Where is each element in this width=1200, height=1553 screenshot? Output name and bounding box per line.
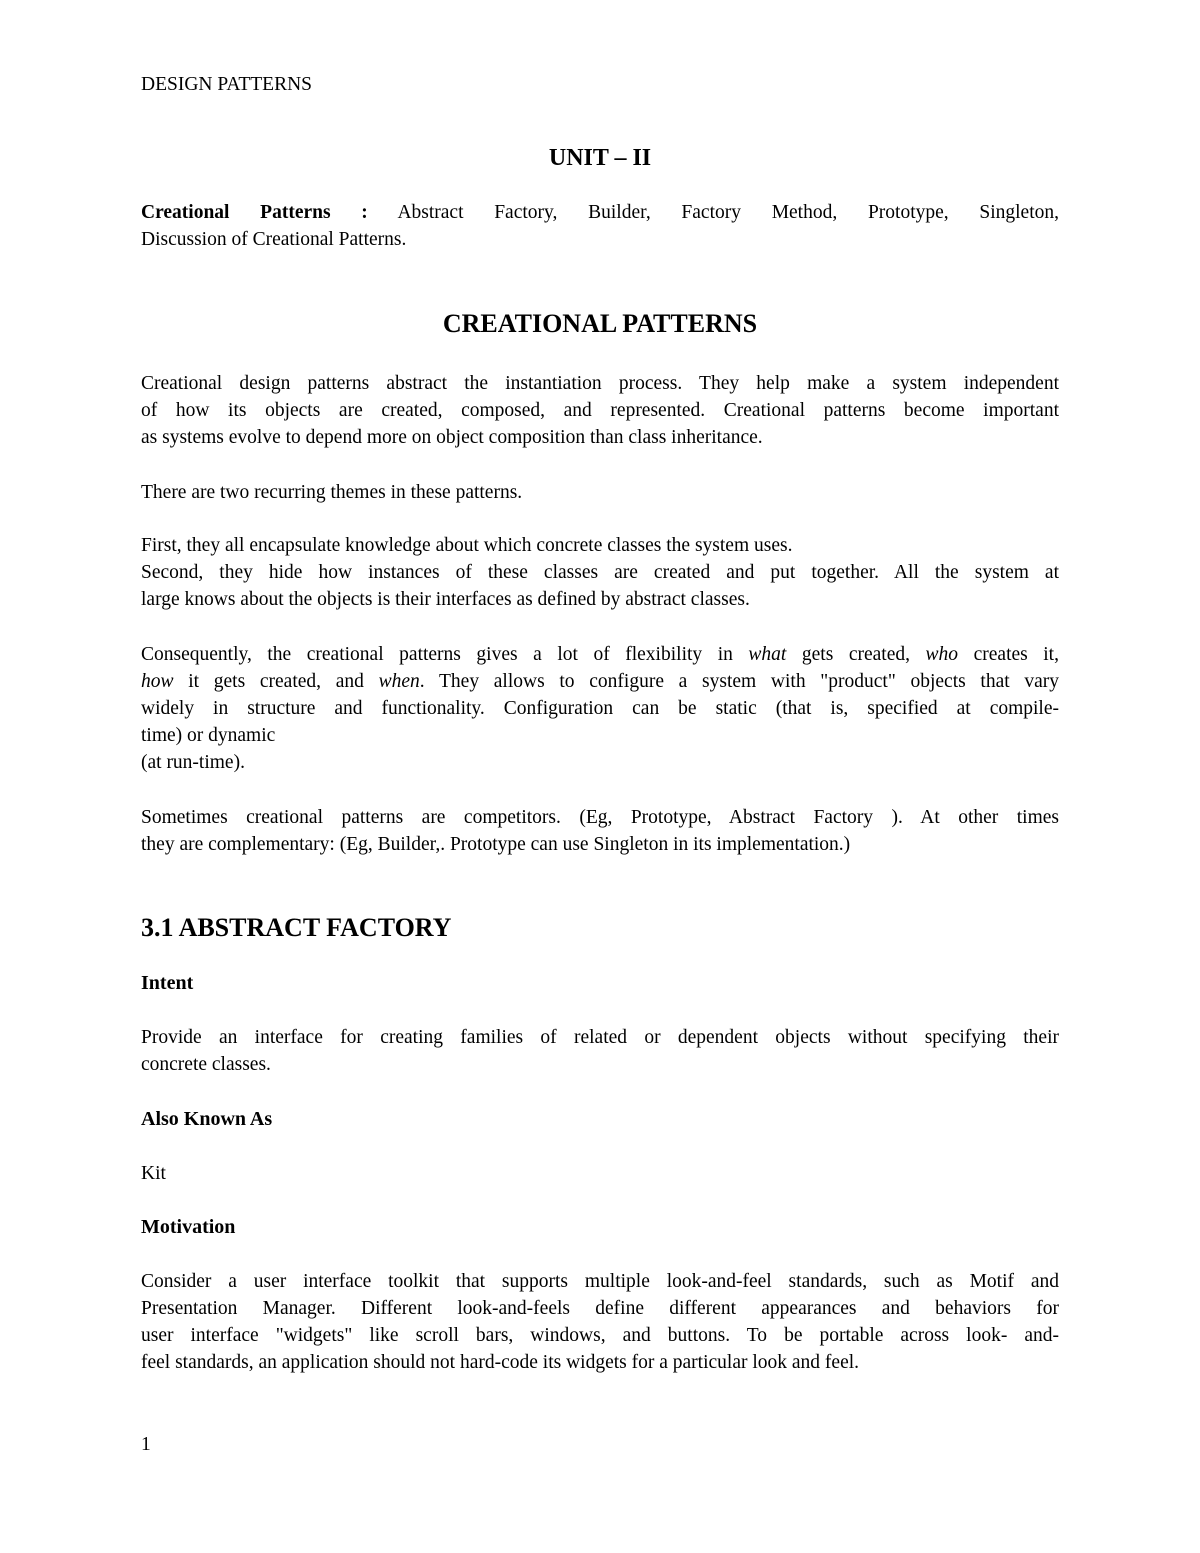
paragraph-line: Provide an interface for creating families of related or dependent objects without specifying their: [141, 1027, 1059, 1048]
paragraph-line: widely in structure and functionality. Configuration can be static (that is, specified at compile-: [141, 698, 1059, 719]
paragraph-line: Second, they hide how instances of these classes are created and put together. All the system at: [141, 562, 1059, 583]
text-run: gets created,: [786, 644, 926, 665]
creational-patterns-title: CREATIONAL PATTERNS: [442, 309, 758, 338]
motivation-heading: Motivation: [141, 1216, 236, 1238]
text-run: creates it,: [958, 644, 1059, 665]
creational-paragraph-5: [141, 804, 1059, 858]
unit-intro-line-1: [141, 199, 1059, 226]
paragraph-line: There are two recurring themes in these patterns.: [141, 482, 523, 503]
creational-paragraph-2: [141, 479, 1059, 506]
paragraph-line: time) or dynamic: [141, 725, 276, 746]
section-title-abstract-factory: 3.1 ABSTRACT FACTORY: [141, 913, 452, 942]
also-known-as-heading: Also Known As: [141, 1108, 273, 1130]
creational-paragraph-4: [141, 641, 1059, 776]
intent-heading: Intent: [141, 972, 194, 994]
also-known-as-text: [141, 1160, 1059, 1187]
emphasis-when: when: [378, 671, 420, 692]
paragraph-line: [141, 668, 1059, 695]
motivation-text: [141, 1268, 1059, 1376]
unit-intro: [141, 199, 1059, 253]
paragraph-line: large knows about the objects is their interfaces as defined by abstract classes.: [141, 589, 750, 610]
paragraph-line: of how its objects are created, composed, and represented. Creational patterns become important: [141, 400, 1059, 421]
unit-intro-label: Creational Patterns :: [141, 202, 368, 223]
creational-paragraph-1: [141, 370, 1059, 451]
creational-paragraph-3: [141, 532, 1059, 613]
text-run: Consequently, the creational patterns gives a lot of flexibility in: [141, 644, 749, 665]
paragraph-line: [141, 641, 1059, 668]
unit-intro-topics: Abstract Factory, Builder, Factory Method, Prototype, Singleton,: [367, 202, 1059, 223]
emphasis-what: what: [748, 644, 787, 665]
intent-text: [141, 1024, 1059, 1078]
emphasis-how: how: [141, 671, 174, 692]
running-header: DESIGN PATTERNS: [141, 74, 313, 95]
paragraph-line: Presentation Manager. Different look-and-feels define different appearances and behaviors for: [141, 1298, 1059, 1319]
paragraph-line: Kit: [141, 1163, 166, 1184]
paragraph-line: First, they all encapsulate knowledge about which concrete classes the system uses.: [141, 535, 793, 556]
page-number: 1: [141, 1434, 151, 1455]
paragraph-line: as systems evolve to depend more on object composition than class inheritance.: [141, 427, 763, 448]
unit-title: UNIT – II: [548, 145, 652, 171]
paragraph-line: they are complementary: (Eg, Builder,. Prototype can use Singleton in its implementation.): [141, 834, 851, 855]
paragraph-line: feel standards, an application should not hard-code its widgets for a particular look and feel.: [141, 1352, 860, 1373]
paragraph-line: Creational design patterns abstract the instantiation process. They help make a system independent: [141, 373, 1059, 394]
unit-intro-line-2: Discussion of Creational Patterns.: [141, 229, 407, 250]
text-run: . They allows to configure a system with "product" objects that vary: [419, 671, 1060, 692]
paragraph-line: concrete classes.: [141, 1054, 271, 1075]
paragraph-line: (at run-time).: [141, 752, 245, 773]
paragraph-line: Consider a user interface toolkit that supports multiple look-and-feel standards, such as Motif and: [141, 1271, 1059, 1292]
paragraph-line: Sometimes creational patterns are competitors. (Eg, Prototype, Abstract Factory ). At other times: [141, 807, 1059, 828]
paragraph-line: user interface "widgets" like scroll bars, windows, and buttons. To be portable across look- and-: [141, 1325, 1059, 1346]
text-run: it gets created, and: [173, 671, 379, 692]
emphasis-who: who: [925, 644, 959, 665]
